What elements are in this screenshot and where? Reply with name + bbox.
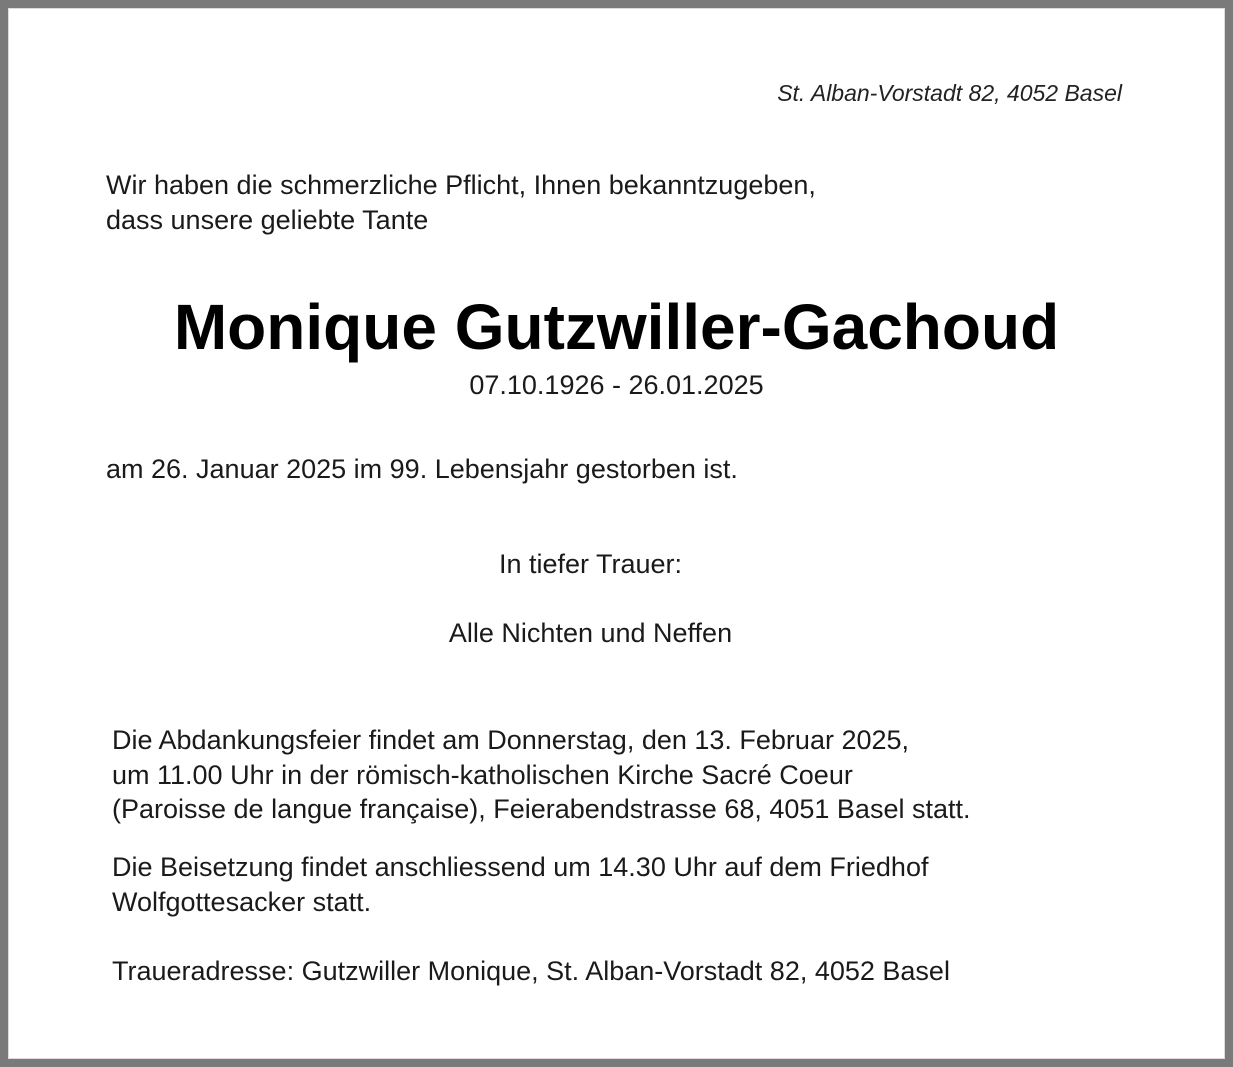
- mourning-address: Traueradresse: Gutzwiller Monique, St. Alban-Vorstadt 82, 4052 Basel: [112, 956, 950, 986]
- ceremony-line-1: Die Abdankungsfeier findet am Donnerstag, den 13. Februar 2025,: [112, 725, 910, 755]
- burial-info: [112, 850, 928, 920]
- header-address: St. Alban-Vorstadt 82, 4052 Basel: [777, 80, 1122, 106]
- deceased-name: Monique Gutzwiller-Gachoud: [173, 291, 1060, 363]
- mourners: Alle Nichten und Neffen: [448, 618, 733, 648]
- intro-text: [106, 168, 816, 238]
- death-statement: am 26. Januar 2025 im 99. Lebensjahr gestorben ist.: [106, 454, 738, 484]
- obituary-notice: [8, 8, 1225, 1059]
- ceremony-line-3: (Paroisse de langue française), Feierabendstrasse 68, 4051 Basel statt.: [112, 794, 971, 824]
- burial-line-2: Wolfgottesacker statt.: [112, 887, 372, 917]
- ceremony-info: [112, 723, 971, 827]
- burial-line-1: Die Beisetzung findet anschliessend um 14.30 Uhr auf dem Friedhof: [112, 852, 929, 882]
- intro-line-2: dass unsere geliebte Tante: [106, 205, 429, 235]
- intro-line-1: Wir haben die schmerzliche Pflicht, Ihnen bekanntzugeben,: [106, 170, 816, 200]
- mourning-heading: In tiefer Trauer:: [498, 549, 683, 579]
- life-dates: 07.10.1926 - 26.01.2025: [469, 370, 764, 400]
- ceremony-line-2: um 11.00 Uhr in der römisch-katholischen Kirche Sacré Coeur: [112, 759, 853, 790]
